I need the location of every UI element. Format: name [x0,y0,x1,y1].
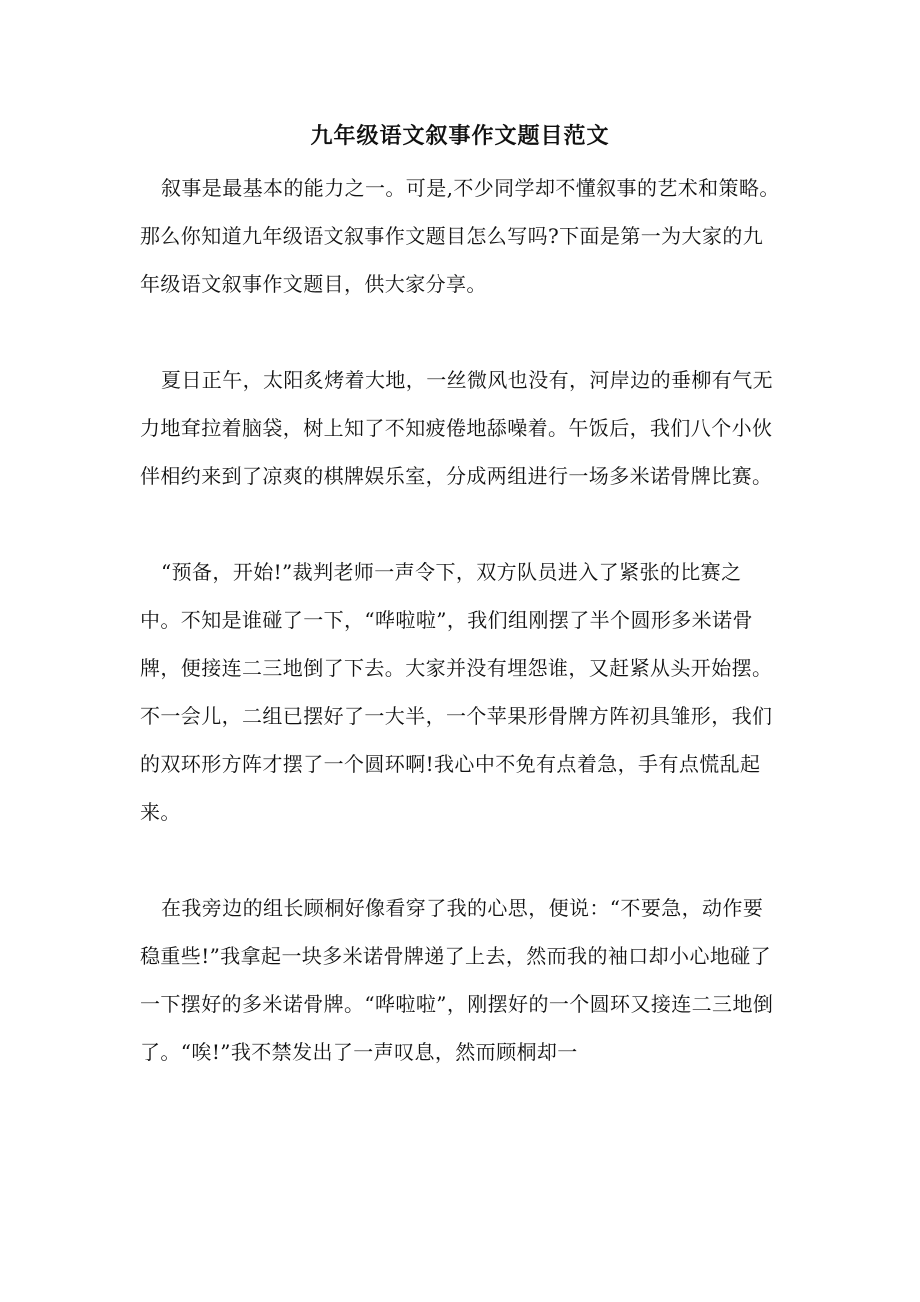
paragraph-3: “预备，开始!”裁判老师一声令下，双方队员进入了紧张的比赛之中。不知是谁碰了一下，“哗啦啦”，我们组刚摆了半个圆形多米诺骨牌，便接连二三地倒了下去。大家并没有埋怨谁，又赶紧从头开始摆。不一会儿，二组已摆好了一大半，一个苹果形骨牌方阵初具雏形，我们的双环形方阵才摆了一个圆环啊!我心中不免有点着急，手有点慌乱起来。 [140,560,773,824]
paragraph-1: 叙事是最基本的能力之一。可是,不少同学却不懂叙事的艺术和策略。那么你知道九年级语文叙事作文题目怎么写吗?下面是第一为大家的九年级语文叙事作文题目，供大家分享。 [140,176,780,296]
document-body [140,164,782,1076]
paragraph-4: 在我旁边的组长顾桐好像看穿了我的心思，便说：“不要急，动作要稳重些!”我拿起一块多米诺骨牌递了上去，然而我的袖口却小心地碰了一下摆好的多米诺骨牌。“哗啦啦”，刚摆好的一个圆环又接连二三地倒了。“唉!”我不禁发出了一声叹息，然而顾桐却一 [140,896,774,1064]
paragraph-2: 夏日正午，太阳炙烤着大地，一丝微风也没有，河岸边的垂柳有气无力地耷拉着脑袋，树上知了不知疲倦地舔噪着。午饭后，我们八个小伙伴相约来到了凉爽的棋牌娱乐室，分成两组进行一场多米诺骨牌比赛。 [140,368,773,488]
document-title: 九年级语文叙事作文题目范文 [310,123,610,149]
